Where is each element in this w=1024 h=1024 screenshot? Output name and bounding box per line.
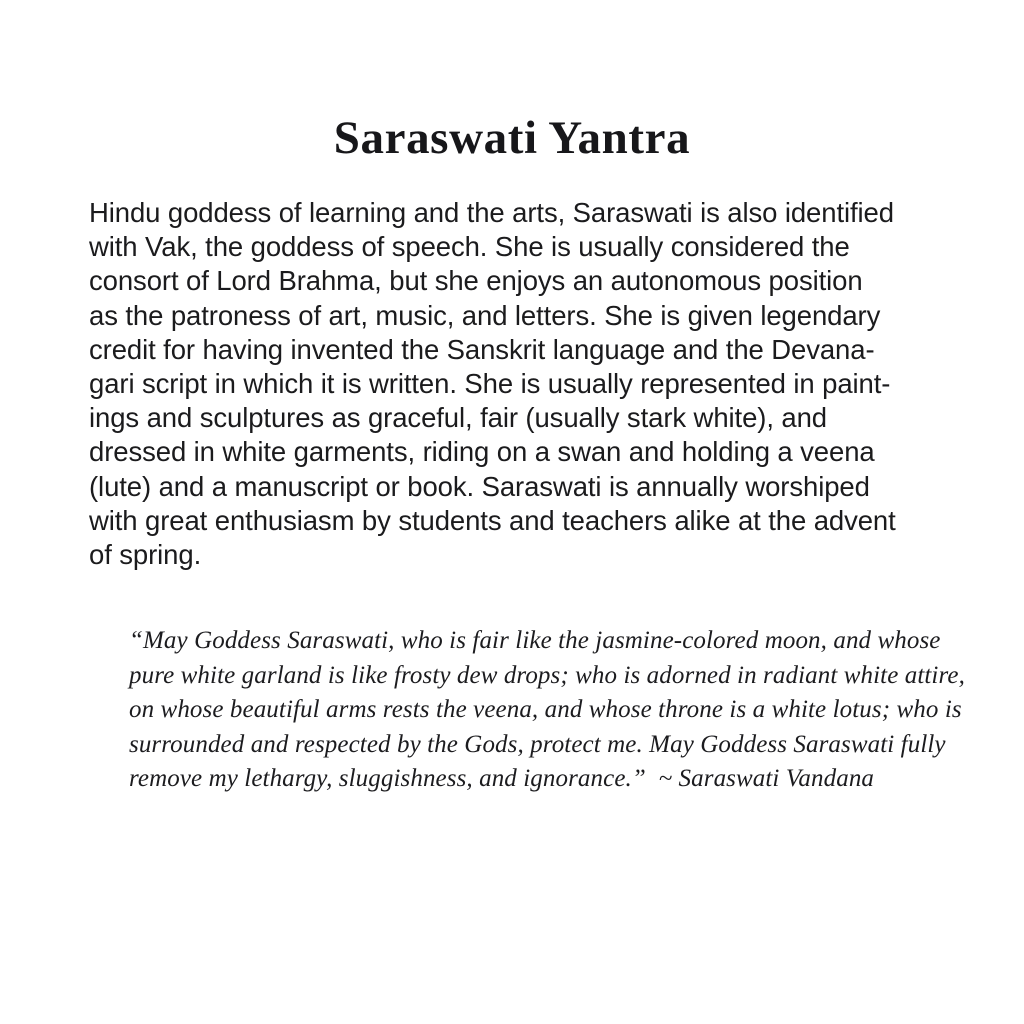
quote-line: on whose beautiful arms rests the veena, and whose throne is a white lotus; who is [129,696,962,723]
body-line: of spring. [89,539,202,571]
body-line: ings and sculptures as graceful, fair (usually stark white), and [89,402,827,434]
body-line: gari script in which it is written. She is usually represented in paint- [89,368,891,400]
quote-line: surrounded and respected by the Gods, protect me. May Goddess Saraswati fully [129,730,946,758]
body-line: credit for having invented the Sanskrit language and the Devana- [89,333,875,365]
body-line: dressed in white garments, riding on a swan and holding a veena [89,436,875,468]
quote-line: “May Goddess Saraswati, who is fair like the jasmine-colored moon, and whose [129,627,941,654]
body-line: with Vak, the goddess of speech. She is usually considered the [89,231,850,263]
page-title: Saraswati Yantra [333,112,691,165]
body-line: Hindu goddess of learning and the arts, Saraswati is also identified [89,197,894,228]
body-line: consort of Lord Brahma, but she enjoys an autonomous position [89,265,863,297]
body-line: with great enthusiasm by students and teachers alike at the advent [89,504,896,536]
body-line: as the patroness of art, music, and letters. She is given legendary [89,299,881,331]
body-paragraph [89,196,941,572]
quote-line: pure white garland is like frosty dew drops; who is adorned in radiant white attire, [129,661,965,689]
quote-block [129,624,981,797]
quote-line: remove my lethargy, sluggishness, and ignorance.” ~ Saraswati Vandana [129,765,875,792]
body-line: (lute) and a manuscript or book. Saraswati is annually worshiped [89,470,870,502]
